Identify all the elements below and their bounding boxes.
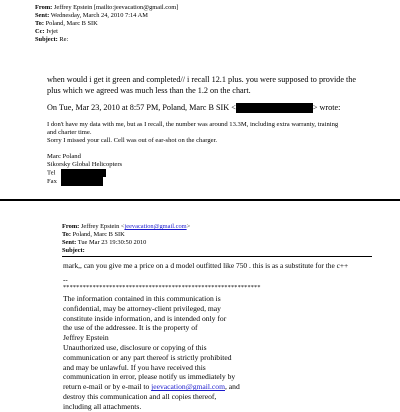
to-value: Poland, Marc B SIK xyxy=(45,20,98,27)
redacted-email-box xyxy=(236,103,313,113)
from-end-2: > xyxy=(186,223,191,230)
sent-value: Wednesday, March 24, 2010 7:14 AM xyxy=(50,12,148,19)
sent-label-2: Sent: xyxy=(62,239,77,246)
confidentiality-notice xyxy=(63,294,240,412)
message-body-line-1: when would i get it green and completed// i recall 12.1 plus. you were supposed to provide the xyxy=(47,75,357,84)
from-name-2: Jeffrey Epstein < xyxy=(80,223,125,230)
to-line-2 xyxy=(62,231,125,239)
footer-line-end: , and xyxy=(224,382,240,392)
sent-line xyxy=(35,12,148,20)
quoted-line-3: Sorry I missed your call. Cell was out of ear-shot on the charger. xyxy=(47,137,218,144)
header-rule xyxy=(62,256,372,257)
footer-email-link[interactable]: jeevacation@gmail.com xyxy=(151,382,225,392)
footer-line: Jeffrey Epstein xyxy=(63,333,109,343)
signature-dashes: -- xyxy=(63,276,68,284)
sent-label: Sent: xyxy=(35,12,50,19)
cc-value: Ivjet xyxy=(46,28,58,35)
from-label-2: From: xyxy=(62,223,80,230)
footer-line: and may be unlawful. If you have received this xyxy=(63,362,206,372)
footer-line-start: return e-mail or by e-mail to xyxy=(63,382,152,392)
quoted-line-2: and charter time. xyxy=(47,129,92,136)
footer-line: Unauthorized use, disclosure or copying of this xyxy=(63,342,207,352)
from-email-link[interactable]: jeevacation@gmail.com xyxy=(124,223,187,230)
footer-line: including all attachments. xyxy=(63,401,142,411)
sent-line-2 xyxy=(62,239,146,247)
sent-value-2: Tue Mar 23 19:30:50 2010 xyxy=(77,239,147,246)
fax-label: Fax xyxy=(47,178,57,186)
email-page-1 xyxy=(0,0,400,199)
footer-line: destroy this communication and all copies thereof, xyxy=(63,391,217,401)
cc-line xyxy=(35,28,58,36)
stars-divider: ************************************************************ xyxy=(63,284,261,291)
from-label: From: xyxy=(35,4,53,11)
to-value-2: Poland, Marc B SIK xyxy=(72,231,125,238)
cc-label: Cc: xyxy=(35,28,45,35)
subject-value: Re: xyxy=(59,36,69,43)
to-line xyxy=(35,20,98,28)
footer-line: communication or any part thereof is strictly prohibited xyxy=(63,352,232,362)
from-line-2 xyxy=(62,223,190,231)
footer-line-email xyxy=(63,382,240,392)
quote-intro-end: > wrote: xyxy=(312,103,341,112)
to-label-2: To: xyxy=(62,231,71,238)
footer-line: The information contained in this communication is xyxy=(63,294,221,303)
message-body-2: mark,, can you give me a price on a d model outfitted like 750 . this is as a substitute for the c++ xyxy=(63,261,349,270)
to-label: To: xyxy=(35,20,44,27)
redacted-phone-box xyxy=(61,169,106,177)
message-body-line-2: plus which we agreed was much less than the 1.2 on the chart. xyxy=(47,86,251,95)
signature-fax xyxy=(47,177,103,186)
subject-line-2 xyxy=(62,247,85,255)
signature-company: Sikorsky Global Helicopters xyxy=(47,161,123,168)
quoted-line-1: I don't have my data with me, but as I recall, the number was around 13.3M, including extra warranty, training xyxy=(47,121,339,128)
quote-intro xyxy=(47,103,340,113)
quote-intro-start: On Tue, Mar 23, 2010 at 8:57 PM, Poland, Marc B SIK < xyxy=(47,103,236,112)
redacted-fax-box xyxy=(61,177,103,186)
footer-line: the use of the addressee. It is the property of xyxy=(63,323,198,333)
subject-label-2: Subject: xyxy=(62,247,85,254)
subject-line xyxy=(35,36,68,44)
from-value: Jeffrey Epstein [mailto:jeevacation@gmail.com] xyxy=(53,4,179,11)
from-line xyxy=(35,4,178,12)
tel-label: Tel xyxy=(47,169,56,177)
footer-line: communication in error, please notify us immediately by xyxy=(63,372,236,382)
footer-line: confidential, may be attorney-client privileged, may xyxy=(63,303,221,313)
footer-line: constitute inside information, and is intended only for xyxy=(63,313,227,323)
subject-label: Subject: xyxy=(35,36,58,43)
signature-name: Marc Poland xyxy=(47,153,81,160)
email-page-2 xyxy=(0,201,400,411)
